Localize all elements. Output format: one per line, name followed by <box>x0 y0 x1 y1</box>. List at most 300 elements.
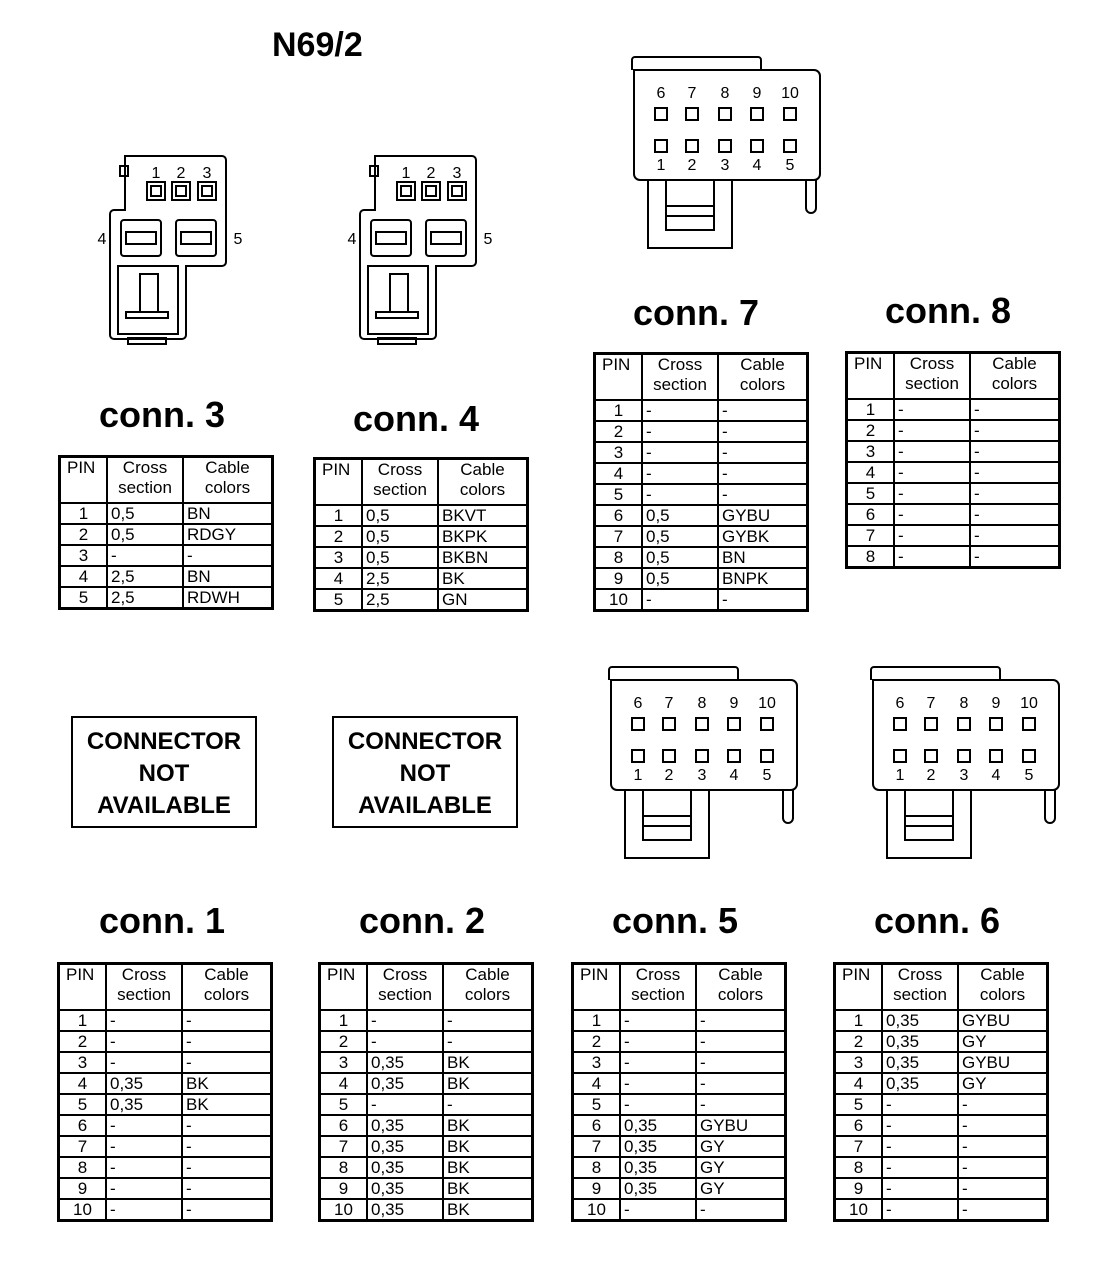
cross-section-cell: - <box>620 1073 696 1094</box>
table-row <box>320 1094 533 1115</box>
pin-slot <box>719 140 731 152</box>
pin-header: PIN <box>60 457 108 504</box>
cable-colors-header: Cable colors <box>696 964 786 1011</box>
cross-section-cell: 2,5 <box>362 589 438 611</box>
pin-number-label: 3 <box>202 165 212 182</box>
pin-number-label: 10 <box>781 85 799 102</box>
cross-section-cell: - <box>106 1178 182 1199</box>
cross-section-header: Cross section <box>106 964 182 1011</box>
table-row <box>847 462 1060 483</box>
pin-number-label: 7 <box>687 85 697 102</box>
pin-slot <box>925 750 937 762</box>
cable-color-cell: - <box>718 421 808 442</box>
pin-slot-inner <box>426 186 436 196</box>
lock-housing <box>648 180 732 248</box>
pin-slot <box>422 182 440 200</box>
lock-housing <box>625 790 709 858</box>
table-row <box>315 589 528 611</box>
pin-cell: 9 <box>595 568 643 589</box>
pin-slot <box>686 108 698 120</box>
pin-number-label: 3 <box>959 767 969 784</box>
cable-color-cell: - <box>718 442 808 463</box>
table-row <box>320 1010 533 1031</box>
pin-number-label: 8 <box>959 695 969 712</box>
cable-colors-header: Cable colors <box>958 964 1048 1011</box>
pin-cell: 3 <box>60 545 108 566</box>
cable-color-cell: GYBU <box>696 1115 786 1136</box>
pin-number-label: 1 <box>633 767 643 784</box>
cable-colors-header: Cable colors <box>718 354 808 401</box>
cable-color-cell: - <box>970 441 1060 462</box>
connector-top-rail <box>871 667 1000 680</box>
table-row <box>59 1157 272 1178</box>
cross-section-cell: - <box>642 484 718 505</box>
pin-cell: 4 <box>320 1073 368 1094</box>
cross-section-cell: 0,35 <box>367 1157 443 1178</box>
na-line3: AVAILABLE <box>97 792 231 819</box>
pin-cell: 6 <box>847 504 895 525</box>
pin-cell: 5 <box>573 1094 621 1115</box>
cable-color-cell: - <box>696 1073 786 1094</box>
cross-section-cell: 0,35 <box>106 1073 182 1094</box>
pin-number-label: 2 <box>176 165 186 182</box>
cable-color-cell: - <box>696 1031 786 1052</box>
cross-section-cell: - <box>367 1031 443 1052</box>
table-row <box>573 1094 786 1115</box>
cross-section-cell: 0,5 <box>107 503 183 524</box>
cross-section-cell: 0,35 <box>882 1010 958 1031</box>
table-row <box>315 568 528 589</box>
table-row <box>573 1199 786 1221</box>
cable-colors-header: Cable colors <box>970 353 1060 400</box>
conn1-pin-table <box>57 962 273 1222</box>
table-row <box>59 1052 272 1073</box>
table-row <box>320 1178 533 1199</box>
cable-color-cell: RDGY <box>183 524 273 545</box>
conn3-pin-table <box>58 455 274 610</box>
cross-section-header: Cross section <box>642 354 718 401</box>
pin-cell: 5 <box>595 484 643 505</box>
table-row <box>573 1115 786 1136</box>
na-line2: NOT <box>399 760 451 787</box>
cable-color-cell: BK <box>443 1115 533 1136</box>
table-row <box>60 524 273 545</box>
cable-color-cell: BK <box>443 1178 533 1199</box>
pin-cell: 4 <box>595 463 643 484</box>
cable-color-cell: GN <box>438 589 528 611</box>
cable-color-cell: BK <box>443 1199 533 1221</box>
cable-colors-header: Cable colors <box>443 964 533 1011</box>
pin-slot <box>686 140 698 152</box>
pin-cell: 1 <box>595 400 643 421</box>
cable-color-cell: BK <box>443 1136 533 1157</box>
cable-color-cell: - <box>182 1115 272 1136</box>
pin-number-label: 1 <box>895 767 905 784</box>
pin-slot <box>663 750 675 762</box>
connector-not-available-box-1 <box>71 716 257 828</box>
pin-cell: 6 <box>835 1115 883 1136</box>
small-connector-drawing-conn4 <box>340 150 510 350</box>
cross-section-cell: - <box>620 1010 696 1031</box>
pin-number-label: 6 <box>895 695 905 712</box>
pin-header: PIN <box>59 964 107 1011</box>
cross-section-cell: 0,5 <box>362 526 438 547</box>
cross-section-cell: 0,35 <box>367 1199 443 1221</box>
cable-color-cell: RDWH <box>183 587 273 609</box>
cable-color-cell: - <box>182 1178 272 1199</box>
pin-slot <box>784 140 796 152</box>
pin-slot <box>696 718 708 730</box>
cable-color-cell: - <box>182 1031 272 1052</box>
pin-number-label: 2 <box>426 165 436 182</box>
pin-slot <box>397 182 415 200</box>
pin-cell: 5 <box>847 483 895 504</box>
power-pin-inner <box>181 232 211 244</box>
cross-section-cell: - <box>642 400 718 421</box>
cable-color-cell: - <box>182 1010 272 1031</box>
pin-number-label: 10 <box>1020 695 1038 712</box>
pin-slot <box>990 750 1002 762</box>
pin-cell: 2 <box>835 1031 883 1052</box>
cross-section-cell: 0,35 <box>882 1073 958 1094</box>
table-row <box>847 525 1060 546</box>
pin-cell: 8 <box>573 1157 621 1178</box>
power-pin-inner <box>126 232 156 244</box>
pin-number-label: 3 <box>697 767 707 784</box>
pin-cell: 3 <box>835 1052 883 1073</box>
pin-cell: 9 <box>59 1178 107 1199</box>
cable-color-cell: - <box>958 1115 1048 1136</box>
cable-color-cell: - <box>182 1199 272 1221</box>
conn8-pin-table <box>845 351 1061 569</box>
pin-number-label: 1 <box>401 165 411 182</box>
pin-cell: 8 <box>847 546 895 568</box>
cable-color-cell: - <box>958 1199 1048 1221</box>
table-row <box>835 1073 1048 1094</box>
pin-slot <box>1023 750 1035 762</box>
pin-number-label: 5 <box>233 231 243 248</box>
table-row <box>60 587 273 609</box>
cross-section-cell: 0,35 <box>367 1052 443 1073</box>
cable-color-cell: BNPK <box>718 568 808 589</box>
cable-color-cell: GYBU <box>958 1052 1048 1073</box>
cross-section-cell: - <box>367 1094 443 1115</box>
pin-slot <box>696 750 708 762</box>
pin-cell: 6 <box>573 1115 621 1136</box>
pin-number-label: 3 <box>720 157 730 174</box>
table-row <box>835 1094 1048 1115</box>
pin-number-label: 1 <box>151 165 161 182</box>
cross-section-cell: 0,5 <box>642 568 718 589</box>
large-connector-drawing-conn5 <box>605 666 805 866</box>
pin-cell: 1 <box>573 1010 621 1031</box>
cross-section-cell: - <box>882 1136 958 1157</box>
pin-number-label: 9 <box>991 695 1001 712</box>
cable-color-cell: - <box>443 1094 533 1115</box>
table-row <box>847 420 1060 441</box>
table-row <box>595 526 808 547</box>
cross-section-cell: 0,35 <box>882 1052 958 1073</box>
cross-section-cell: - <box>894 525 970 546</box>
conn6-title: conn. 6 <box>873 900 1001 941</box>
pin-number-label: 6 <box>633 695 643 712</box>
pin-slot <box>719 108 731 120</box>
cable-color-cell: BK <box>443 1052 533 1073</box>
pin-cell: 10 <box>320 1199 368 1221</box>
cross-section-cell: 0,35 <box>620 1157 696 1178</box>
table-row <box>320 1136 533 1157</box>
table-row <box>320 1157 533 1178</box>
pin-slot <box>925 718 937 730</box>
cross-section-cell: 0,35 <box>367 1073 443 1094</box>
cable-color-cell: - <box>958 1157 1048 1178</box>
pin-slot <box>784 108 796 120</box>
na-line1: CONNECTOR <box>347 728 503 755</box>
cable-color-cell: - <box>970 483 1060 504</box>
connector-not-available-box-2 <box>332 716 518 828</box>
cable-color-cell: - <box>718 400 808 421</box>
cross-section-cell: - <box>620 1199 696 1221</box>
pin-cell: 1 <box>59 1010 107 1031</box>
power-pin-inner <box>431 232 461 244</box>
pin-number-label: 5 <box>785 157 795 174</box>
pin-header: PIN <box>573 964 621 1011</box>
pin-number-label: 7 <box>664 695 674 712</box>
conn8-title: conn. 8 <box>884 290 1012 331</box>
pin-cell: 4 <box>835 1073 883 1094</box>
na-line2: NOT <box>138 760 190 787</box>
conn2-title: conn. 2 <box>358 900 486 941</box>
cable-color-cell: - <box>970 546 1060 568</box>
pin-cell: 10 <box>573 1199 621 1221</box>
pin-number-label: 6 <box>656 85 666 102</box>
table-row <box>847 399 1060 420</box>
conn4-pin-table <box>313 457 529 612</box>
cross-section-cell: 0,5 <box>362 547 438 568</box>
pin-slot <box>958 750 970 762</box>
pin-cell: 3 <box>320 1052 368 1073</box>
pin-cell: 3 <box>595 442 643 463</box>
pin-cell: 5 <box>60 587 108 609</box>
pin-cell: 10 <box>835 1199 883 1221</box>
cable-color-cell: - <box>970 525 1060 546</box>
table-header-row <box>595 354 808 401</box>
cable-color-cell: BN <box>718 547 808 568</box>
pin-slot <box>663 718 675 730</box>
pin-cell: 2 <box>59 1031 107 1052</box>
pin-number-label: 4 <box>729 767 739 784</box>
cross-section-cell: 0,35 <box>106 1094 182 1115</box>
conn2-pin-table <box>318 962 534 1222</box>
pin-number-label: 2 <box>664 767 674 784</box>
table-row <box>320 1199 533 1221</box>
table-row <box>847 483 1060 504</box>
pin-number-label: 1 <box>656 157 666 174</box>
table-row <box>595 463 808 484</box>
table-row <box>320 1073 533 1094</box>
cable-color-cell: GYBU <box>718 505 808 526</box>
pin-cell: 4 <box>573 1073 621 1094</box>
lock-tab <box>390 274 408 312</box>
cable-color-cell: - <box>958 1136 1048 1157</box>
table-row <box>60 503 273 524</box>
cable-color-cell: GY <box>696 1178 786 1199</box>
cross-section-cell: - <box>642 421 718 442</box>
table-row <box>573 1136 786 1157</box>
table-header-row <box>320 964 533 1011</box>
power-pin-inner <box>376 232 406 244</box>
connector-clip <box>1045 790 1055 823</box>
cable-color-cell: BK <box>182 1094 272 1115</box>
connector-top-rail <box>609 667 738 680</box>
pin-cell: 7 <box>595 526 643 547</box>
cross-section-cell: - <box>882 1094 958 1115</box>
pin-cell: 1 <box>835 1010 883 1031</box>
pin-header: PIN <box>315 459 363 506</box>
conn4-title: conn. 4 <box>352 398 480 439</box>
table-row <box>315 505 528 526</box>
na-line3: AVAILABLE <box>358 792 492 819</box>
cross-section-cell: 0,35 <box>367 1136 443 1157</box>
pin-cell: 2 <box>595 421 643 442</box>
pin-cell: 9 <box>320 1178 368 1199</box>
conn7-pin-table <box>593 352 809 612</box>
table-header-row <box>847 353 1060 400</box>
conn5-pin-table <box>571 962 787 1222</box>
pin-cell: 4 <box>60 566 108 587</box>
pin-cell: 4 <box>59 1073 107 1094</box>
pin-cell: 8 <box>595 547 643 568</box>
cable-color-cell: - <box>718 589 808 611</box>
cross-section-cell: 0,5 <box>362 505 438 526</box>
large-connector-drawing-conn6 <box>867 666 1067 866</box>
connector-clip <box>783 790 793 823</box>
conn6-pin-table <box>833 962 1049 1222</box>
pin-cell: 5 <box>315 589 363 611</box>
cable-color-cell: - <box>958 1178 1048 1199</box>
lock-housing <box>118 266 178 334</box>
pin-cell: 1 <box>847 399 895 420</box>
table-row <box>59 1178 272 1199</box>
pin-cell: 4 <box>847 462 895 483</box>
cross-section-cell: - <box>642 463 718 484</box>
table-row <box>595 484 808 505</box>
pin-slot-inner <box>151 186 161 196</box>
connector-foot <box>378 338 416 344</box>
cross-section-cell: - <box>642 442 718 463</box>
cable-colors-header: Cable colors <box>438 459 528 506</box>
pin-slot <box>172 182 190 200</box>
pin-cell: 2 <box>320 1031 368 1052</box>
lock-tab <box>140 274 158 312</box>
cross-section-cell: - <box>106 1199 182 1221</box>
cross-section-cell: 0,5 <box>642 505 718 526</box>
cable-color-cell: - <box>182 1052 272 1073</box>
table-row <box>595 400 808 421</box>
cable-color-cell: BN <box>183 503 273 524</box>
table-row <box>595 421 808 442</box>
cross-section-cell: - <box>894 462 970 483</box>
table-row <box>835 1010 1048 1031</box>
table-row <box>320 1052 533 1073</box>
cross-section-cell: 0,5 <box>642 526 718 547</box>
pin-slot <box>198 182 216 200</box>
pin-slot <box>632 750 644 762</box>
table-header-row <box>315 459 528 506</box>
pin-cell: 8 <box>59 1157 107 1178</box>
pin-cell: 3 <box>847 441 895 462</box>
cable-color-cell: BN <box>183 566 273 587</box>
table-row <box>573 1178 786 1199</box>
pin-cell: 5 <box>835 1094 883 1115</box>
table-row <box>847 504 1060 525</box>
cable-color-cell: GY <box>696 1136 786 1157</box>
na-line1: CONNECTOR <box>86 728 242 755</box>
cross-section-cell: 0,35 <box>620 1115 696 1136</box>
pin-header: PIN <box>847 353 895 400</box>
pin-slot <box>751 108 763 120</box>
cross-section-cell: - <box>106 1115 182 1136</box>
cable-color-cell: - <box>182 1136 272 1157</box>
pin-number-label: 9 <box>729 695 739 712</box>
pin-cell: 10 <box>59 1199 107 1221</box>
pin-cell: 9 <box>835 1178 883 1199</box>
cross-section-cell: - <box>107 545 183 566</box>
table-row <box>835 1115 1048 1136</box>
cross-section-cell: - <box>620 1094 696 1115</box>
lock-base <box>126 312 168 318</box>
table-row <box>315 547 528 568</box>
table-row <box>847 441 1060 462</box>
pin-cell: 2 <box>315 526 363 547</box>
table-row <box>59 1115 272 1136</box>
table-row <box>835 1031 1048 1052</box>
pin-cell: 8 <box>320 1157 368 1178</box>
table-row <box>835 1157 1048 1178</box>
table-row <box>595 442 808 463</box>
pin-cell: 6 <box>320 1115 368 1136</box>
pin-cell: 1 <box>320 1010 368 1031</box>
cross-section-cell: 0,35 <box>367 1178 443 1199</box>
cross-section-header: Cross section <box>367 964 443 1011</box>
connector-clip <box>806 180 816 213</box>
pin-number-label: 4 <box>97 231 107 248</box>
pin-cell: 2 <box>60 524 108 545</box>
pin-number-label: 5 <box>762 767 772 784</box>
cable-color-cell: - <box>183 545 273 566</box>
table-row <box>573 1031 786 1052</box>
cross-section-cell: - <box>106 1052 182 1073</box>
cable-color-cell: GY <box>958 1031 1048 1052</box>
pin-number-label: 7 <box>926 695 936 712</box>
cross-section-cell: - <box>882 1115 958 1136</box>
cable-color-cell: BK <box>443 1157 533 1178</box>
pin-slot <box>147 182 165 200</box>
cable-color-cell: - <box>696 1052 786 1073</box>
pin-cell: 5 <box>59 1094 107 1115</box>
table-row <box>595 505 808 526</box>
table-row <box>320 1031 533 1052</box>
table-row <box>835 1052 1048 1073</box>
conn1-title: conn. 1 <box>98 900 226 941</box>
pin-cell: 3 <box>59 1052 107 1073</box>
pin-slot <box>990 718 1002 730</box>
pin-cell: 3 <box>315 547 363 568</box>
connector-top-rail <box>632 57 761 70</box>
page-title: N69/2 <box>272 26 363 64</box>
pin-cell: 3 <box>573 1052 621 1073</box>
table-row <box>60 566 273 587</box>
